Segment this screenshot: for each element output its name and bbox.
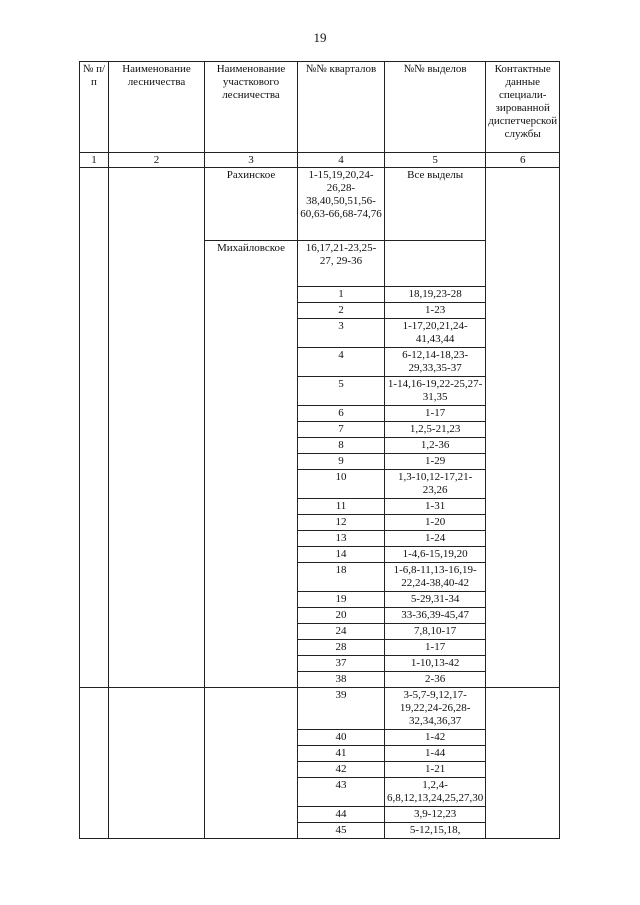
contacts-cell [486, 168, 560, 688]
quarter-number: 9 [298, 454, 385, 470]
quarter-number: 40 [298, 730, 385, 746]
quarter-number: 3 [298, 319, 385, 348]
plot-numbers: 1-23 [385, 303, 486, 319]
quarter-number: 1 [298, 287, 385, 303]
plot-numbers: 1-21 [385, 762, 486, 778]
plot-numbers: 1-17 [385, 640, 486, 656]
plot-numbers: 1-29 [385, 454, 486, 470]
plot-numbers: 7,8,10-17 [385, 624, 486, 640]
plots-cell: Все выделы [385, 168, 486, 241]
quarter-number: 42 [298, 762, 385, 778]
column-number: 1 [80, 153, 109, 168]
plot-numbers: 1-44 [385, 746, 486, 762]
quarter-number: 43 [298, 778, 385, 807]
quarters-cell: 16,17,21-23,25-27, 29-36 [298, 241, 385, 287]
quarter-number: 20 [298, 608, 385, 624]
column-number: 4 [298, 153, 385, 168]
table-row [80, 688, 560, 730]
plot-numbers: 2-36 [385, 672, 486, 688]
plot-numbers: 5-12,15,18, [385, 823, 486, 839]
plot-numbers: 18,19,23-28 [385, 287, 486, 303]
plot-numbers: 1-20 [385, 515, 486, 531]
quarter-number: 7 [298, 422, 385, 438]
quarter-number: 45 [298, 823, 385, 839]
column-number: 2 [109, 153, 205, 168]
quarter-number: 28 [298, 640, 385, 656]
forestry-cell [109, 168, 205, 688]
quarter-number: 13 [298, 531, 385, 547]
subdistrict-name: Михайловское [205, 241, 298, 688]
plot-numbers: 6-12,14-18,23-29,33,35-37 [385, 348, 486, 377]
column-number: 6 [486, 153, 560, 168]
number-cell [80, 168, 109, 688]
quarter-number: 14 [298, 547, 385, 563]
plot-numbers: 1-10,13-42 [385, 656, 486, 672]
header-cell: Наименование участкового лесничества [205, 62, 298, 153]
quarter-number: 11 [298, 499, 385, 515]
plot-numbers: 1-14,16-19,22-25,27-31,35 [385, 377, 486, 406]
table-header-row [80, 62, 560, 153]
quarter-number: 4 [298, 348, 385, 377]
plot-numbers: 1,2,5-21,23 [385, 422, 486, 438]
plot-numbers: 3,9-12,23 [385, 807, 486, 823]
plot-numbers: 1,2-36 [385, 438, 486, 454]
quarter-number: 39 [298, 688, 385, 730]
plot-numbers: 1-17,20,21,24-41,43,44 [385, 319, 486, 348]
subdistrict-name: Рахинское [205, 168, 298, 241]
quarter-number: 5 [298, 377, 385, 406]
plot-numbers: 3-5,7-9,12,17-19,22,24-26,28-32,34,36,37 [385, 688, 486, 730]
plot-numbers: 1-42 [385, 730, 486, 746]
plot-numbers: 1-4,6-15,19,20 [385, 547, 486, 563]
plot-numbers: 5-29,31-34 [385, 592, 486, 608]
quarter-number: 44 [298, 807, 385, 823]
plot-numbers: 1,3-10,12-17,21-23,26 [385, 470, 486, 499]
quarter-number: 12 [298, 515, 385, 531]
quarter-number: 2 [298, 303, 385, 319]
column-number: 5 [385, 153, 486, 168]
quarter-number: 6 [298, 406, 385, 422]
column-numbers-row [80, 153, 560, 168]
header-cell: Контактные данные специали-зированной диспетчерской службы [486, 62, 560, 153]
table-row [80, 168, 560, 241]
contacts-cell [486, 688, 560, 839]
plot-numbers: 1-17 [385, 406, 486, 422]
quarter-number: 10 [298, 470, 385, 499]
quarter-number: 37 [298, 656, 385, 672]
column-number: 3 [205, 153, 298, 168]
header-cell: №№ кварталов [298, 62, 385, 153]
plot-numbers: 1,2,4-6,8,12,13,24,25,27,30 [385, 778, 486, 807]
quarter-number: 24 [298, 624, 385, 640]
number-cell [80, 688, 109, 839]
plot-numbers: 1-24 [385, 531, 486, 547]
quarter-number: 41 [298, 746, 385, 762]
header-cell: Наименование лесничества [109, 62, 205, 153]
header-cell: №№ выделов [385, 62, 486, 153]
forestry-cell [109, 688, 205, 839]
subdistrict-name [205, 688, 298, 839]
quarter-number: 38 [298, 672, 385, 688]
plot-numbers: 1-6,8-11,13-16,19-22,24-38,40-42 [385, 563, 486, 592]
quarter-number: 19 [298, 592, 385, 608]
header-cell: № п/п [80, 62, 109, 153]
page-number: 19 [313, 30, 327, 45]
plot-numbers: 1-31 [385, 499, 486, 515]
quarter-number: 18 [298, 563, 385, 592]
quarters-cell: 1-15,19,20,24-26,28-38,40,50,51,56-60,63-66,68-74,76 [298, 168, 385, 241]
forest-quarters-table [79, 61, 560, 839]
plot-numbers: 33-36,39-45,47 [385, 608, 486, 624]
plots-cell [385, 241, 486, 287]
quarter-number: 8 [298, 438, 385, 454]
